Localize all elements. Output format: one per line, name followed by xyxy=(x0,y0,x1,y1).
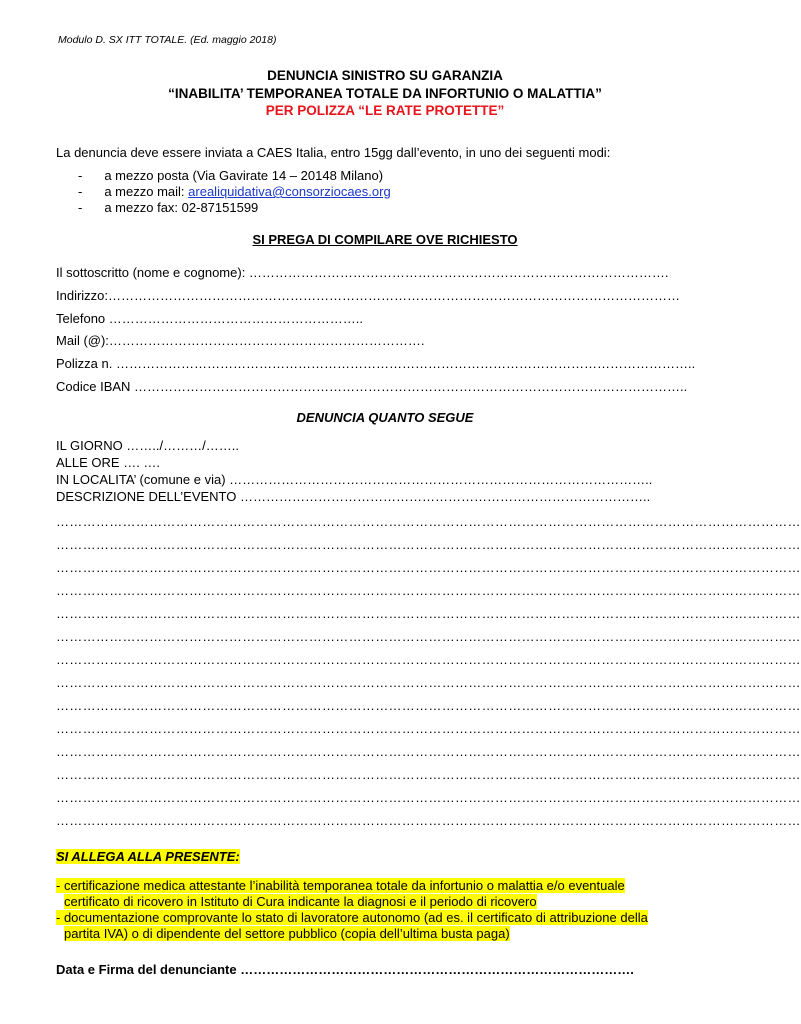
address-field[interactable]: Indirizzo:…………………………………………………………………………………………………………………… xyxy=(56,288,681,303)
event-day-field[interactable]: IL GIORNO ……../………/…….. xyxy=(56,438,239,453)
description-line[interactable]: …………………………………………………………………………………………………………………………………………………… xyxy=(56,675,801,690)
attachment-medical-line-2: certificato di ricovero in Istituto di Cura indicante la diagnosi e il periodo di ricovero xyxy=(64,894,537,909)
method-post-text: a mezzo posta (Via Gavirate 14 – 20148 Milano) xyxy=(104,168,384,183)
description-line[interactable]: …………………………………………………………………………………………………………………………………………………… xyxy=(56,767,801,782)
description-line[interactable]: …………………………………………………………………………………………………………………………………………………… xyxy=(56,698,801,713)
description-line[interactable]: …………………………………………………………………………………………………………………………………………………… xyxy=(56,721,801,736)
event-description-field[interactable]: DESCRIZIONE DELL’EVENTO ………………………………………………………………………………….. xyxy=(56,489,651,504)
event-time-field[interactable]: ALLE ORE …. …. xyxy=(56,455,161,470)
description-line[interactable]: …………………………………………………………………………………………………………………………………………………… xyxy=(56,606,801,621)
method-fax-text: a mezzo fax: 02-87151599 xyxy=(104,200,259,215)
attachment-employment-line-2: partita IVA) o di dipendente del settore pubblico (copia dell’ultima busta paga) xyxy=(64,926,510,941)
iban-field[interactable]: Codice IBAN ……………………………………………………………………………………………………………….. xyxy=(56,379,688,394)
report-heading: DENUNCIA QUANTO SEGUE xyxy=(296,410,474,425)
description-line[interactable]: …………………………………………………………………………………………………………………………………………………… xyxy=(56,744,801,759)
phone-field[interactable]: Telefono ………………………………………………….. xyxy=(56,311,363,326)
method-post: - a mezzo posta (Via Gavirate 14 – 20148 Milano) xyxy=(78,168,384,183)
mail-link[interactable]: arealiquidativa@consorziocaes.org xyxy=(188,184,391,199)
title-line-1: DENUNCIA SINISTRO SU GARANZIA xyxy=(267,68,503,83)
description-line[interactable]: …………………………………………………………………………………………………………………………………………………… xyxy=(56,629,801,644)
attachment-employment-line-1: - documentazione comprovante lo stato di lavoratore autonomo (ad es. il certificato di attribuzione della xyxy=(56,910,648,925)
description-line[interactable]: …………………………………………………………………………………………………………………………………………………… xyxy=(56,583,801,598)
method-mail-prefix: a mezzo mail: xyxy=(104,184,189,199)
signature-field[interactable]: Data e Firma del denunciante ………………………………………………………………………………. xyxy=(56,962,634,977)
description-line[interactable]: …………………………………………………………………………………………………………………………………………………… xyxy=(56,813,801,828)
description-line[interactable]: …………………………………………………………………………………………………………………………………………………… xyxy=(56,652,801,667)
description-line[interactable]: …………………………………………………………………………………………………………………………………………………… xyxy=(56,560,801,575)
title-line-3: PER POLIZZA “LE RATE PROTETTE” xyxy=(265,103,505,118)
description-line[interactable]: …………………………………………………………………………………………………………………………………………………… xyxy=(56,537,801,552)
attachment-medical-line-1: - certificazione medica attestante l’inabilità temporanea totale da infortunio o malattia e/o eventuale xyxy=(56,878,625,893)
mail-field[interactable]: Mail (@):………………………………………………………………. xyxy=(56,333,425,348)
description-line[interactable]: …………………………………………………………………………………………………………………………………………………… xyxy=(56,790,801,805)
method-fax: - a mezzo fax: 02-87151599 xyxy=(78,200,259,215)
compile-heading: SI PREGA DI COMPILARE OVE RICHIESTO xyxy=(252,232,518,247)
attachments-heading: SI ALLEGA ALLA PRESENTE: xyxy=(56,849,240,864)
intro-text: La denuncia deve essere inviata a CAES Italia, entro 15gg dall’evento, in uno dei seguenti modi: xyxy=(56,145,611,160)
name-field[interactable]: Il sottoscritto (nome e cognome): ……………………………………………………………………………………. xyxy=(56,265,669,280)
policy-field[interactable]: Polizza n. …………………………………………………………………………………………………………………….. xyxy=(56,356,696,371)
form-code: Modulo D. SX ITT TOTALE. (Ed. maggio 2018) xyxy=(58,34,277,46)
title-line-2: “INABILITA’ TEMPORANEA TOTALE DA INFORTUNIO O MALATTIA” xyxy=(168,86,602,101)
description-line[interactable]: …………………………………………………………………………………………………………………………………………………… xyxy=(56,514,801,529)
event-place-field[interactable]: IN LOCALITA’ (comune e via) …………………………………………………………………………………….. xyxy=(56,472,653,487)
method-mail: - a mezzo mail: arealiquidativa@consorziocaes.org xyxy=(78,184,391,199)
